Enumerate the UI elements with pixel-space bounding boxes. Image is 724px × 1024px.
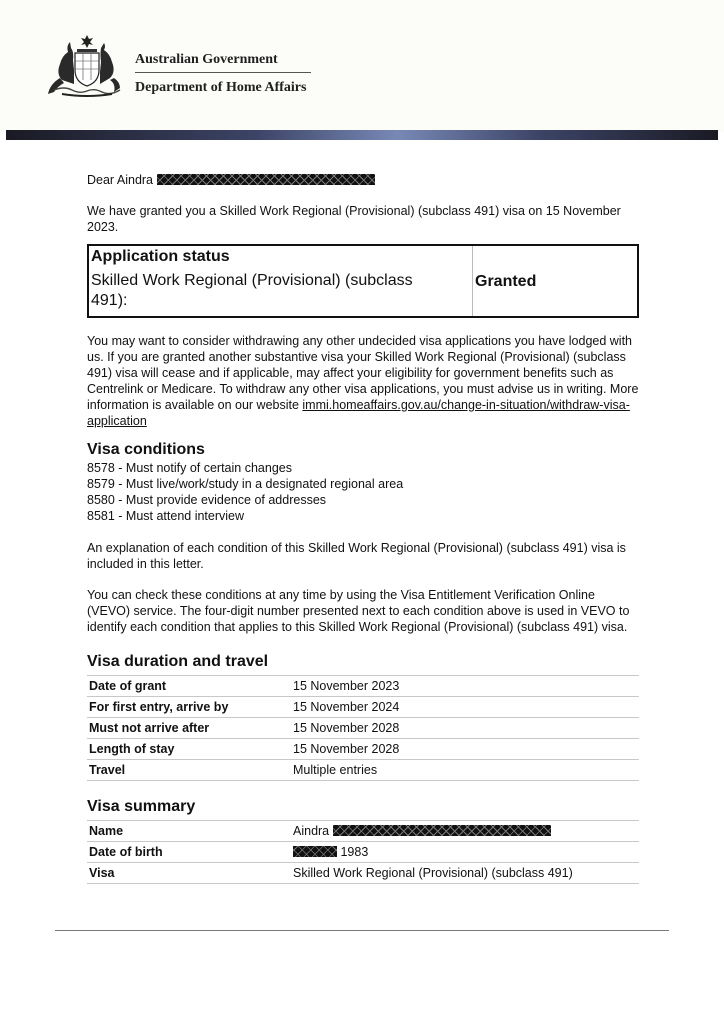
- status-divider: [472, 246, 473, 316]
- table-row: [87, 676, 639, 697]
- salutation: [87, 172, 639, 188]
- row-value: 15 November 2028: [291, 718, 639, 739]
- row-value: Skilled Work Regional (Provisional) (subclass 491): [291, 863, 639, 884]
- row-label: Date of birth: [87, 842, 291, 863]
- visa-summary-section: [87, 797, 639, 884]
- grant-intro: We have granted you a Skilled Work Regional (Provisional) (subclass 491) visa on 15 November 2023.: [87, 204, 621, 234]
- status-visa: Skilled Work Regional (Provisional) (subclass 491):: [91, 272, 413, 309]
- coat-of-arms-icon: [44, 34, 130, 98]
- vevo-paragraph: You can check these conditions at any time by using the Visa Entitlement Verification Online (VEVO) service. The four-digit number presented next to each condition above is used in VEVO to identify each condition that applies to this Skilled Work Regional (Provisional) (subclass 491) visa.: [87, 588, 630, 634]
- application-status-box: [87, 244, 639, 318]
- status-value: Granted: [475, 273, 537, 290]
- summary-table: [87, 820, 639, 884]
- footer-divider: [55, 930, 669, 931]
- header-banner: [6, 130, 718, 140]
- salutation-text: Dear Aindra: [87, 173, 154, 187]
- row-value-cell: [291, 821, 639, 842]
- condition-item: 8581 - Must attend interview: [87, 509, 245, 523]
- duration-table: [87, 675, 639, 781]
- table-row: [87, 863, 639, 884]
- table-row: [87, 760, 639, 781]
- birth-year-value: 1983: [340, 845, 369, 859]
- row-value: 15 November 2028: [291, 739, 639, 760]
- department-name: Department of Home Affairs: [135, 80, 307, 95]
- visa-duration-section: [87, 652, 639, 781]
- table-row: [87, 821, 639, 842]
- row-label: Length of stay: [87, 739, 291, 760]
- condition-item: 8580 - Must provide evidence of addresses: [87, 493, 327, 507]
- row-label: Travel: [87, 760, 291, 781]
- row-value-cell: [291, 842, 639, 863]
- row-label: Must not arrive after: [87, 718, 291, 739]
- duration-title: Visa duration and travel: [87, 653, 269, 670]
- letter-body: [87, 170, 639, 884]
- name-value: Aindra: [293, 824, 330, 838]
- row-label: Visa: [87, 863, 291, 884]
- table-row: [87, 718, 639, 739]
- table-row: [87, 739, 639, 760]
- withdraw-link[interactable]: immi.homeaffairs.gov.au/change-in-situation/withdraw-visa-application: [87, 398, 630, 428]
- status-label: Application status: [91, 248, 230, 265]
- letterhead-divider: [135, 72, 311, 73]
- redacted-surname: [333, 825, 551, 836]
- redacted-surname: [157, 174, 375, 185]
- conditions-title: Visa conditions: [87, 441, 205, 458]
- table-row: [87, 842, 639, 863]
- table-row: [87, 697, 639, 718]
- row-value: 15 November 2023: [291, 676, 639, 697]
- conditions-explanation: An explanation of each condition of this Skilled Work Regional (Provisional) (subclass 491) visa is included in this letter.: [87, 541, 626, 571]
- row-label: For first entry, arrive by: [87, 697, 291, 718]
- visa-conditions-section: [87, 440, 639, 635]
- withdraw-paragraph: [87, 333, 639, 429]
- row-value: 15 November 2024: [291, 697, 639, 718]
- summary-title: Visa summary: [87, 798, 196, 815]
- letterhead: [0, 0, 724, 132]
- government-name: Australian Government: [135, 52, 278, 67]
- row-label: Date of grant: [87, 676, 291, 697]
- conditions-list: [87, 460, 639, 524]
- row-label: Name: [87, 821, 291, 842]
- condition-item: 8578 - Must notify of certain changes: [87, 461, 292, 475]
- withdraw-text: You may want to consider withdrawing any other undecided visa applications you have lodged with us. If you are granted another substantive visa your Skilled Work Regional (Provisional) (subclass 491) visa will cease and if applicable, may affect your eligibility for government benefits such as Centrelink or Medicare. To withdraw any other visa applications, you must advise us in writing. More information is available on our website: [87, 334, 639, 412]
- redacted-birth-date: [293, 846, 337, 857]
- row-value: Multiple entries: [291, 760, 639, 781]
- condition-item: 8579 - Must live/work/study in a designated regional area: [87, 477, 404, 491]
